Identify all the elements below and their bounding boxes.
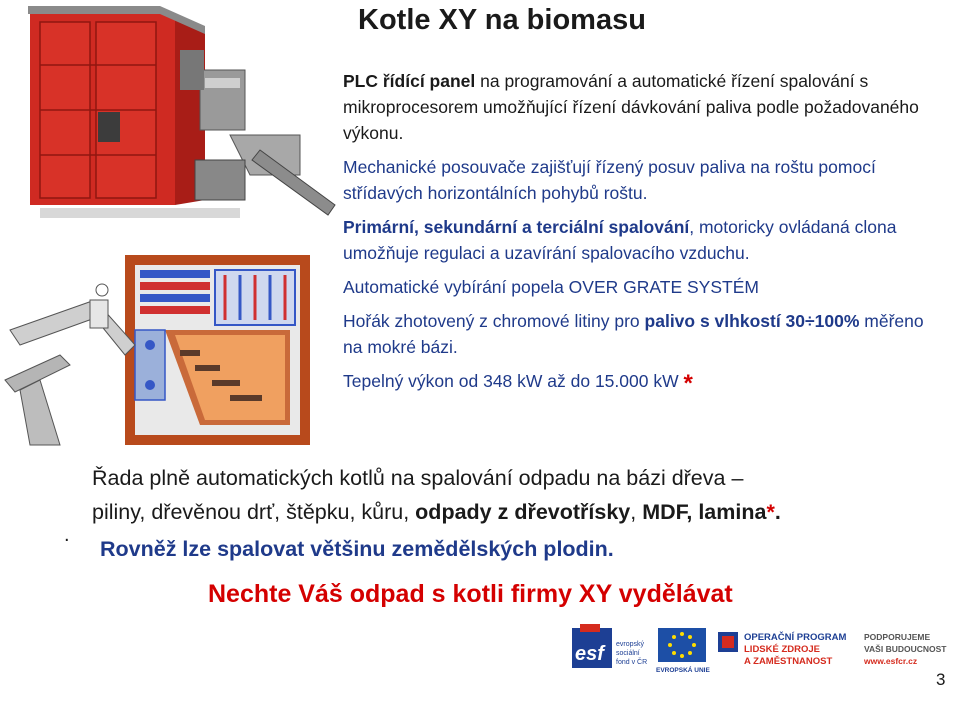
pod-line-3: www.esfcr.cz (864, 656, 918, 666)
feature-plc (343, 68, 933, 146)
esf-small-2: sociální (616, 650, 640, 657)
feature-plc-bold: PLC řídící panel (343, 71, 476, 91)
main-line-2-star: * (766, 500, 775, 524)
esf-text: esf (575, 643, 604, 665)
esf-logo (572, 624, 647, 668)
feature-output-text: Tepelný výkon od 348 kW až do 15.000 kW (343, 371, 679, 391)
main-line-2-bold: odpady z dřevotřísky (415, 500, 631, 524)
stray-dot: . (64, 524, 70, 546)
pod-line-1: PODPORUJEME (864, 632, 931, 642)
feature-ash: Automatické vybírání popela OVER GRATE SYSTÉM (343, 277, 759, 297)
op-line-1: OPERAČNÍ PROGRAM (744, 632, 847, 643)
feature-mechanical: Mechanické posouvače zajišťují řízený posuv paliva na roštu pomocí střídavých horizontálních pohybů roštu. (343, 157, 876, 203)
main-line-2-end: . (774, 500, 781, 524)
feature-burner-bold: palivo s vlhkostí 30÷100% (644, 311, 860, 331)
esf-small-3: fond v ČR (616, 659, 648, 666)
eu-flag-logo (656, 628, 710, 674)
podporujeme-logo (863, 632, 947, 666)
boiler-illustration (0, 0, 340, 460)
feature-combustion-text: , motoricky ovládaná clona umožňuje regulaci a uzavírání spalovacího vzduchu. (343, 217, 897, 263)
main-description (92, 461, 942, 529)
feature-combustion (343, 214, 933, 266)
crops-note: Rovněž lze spalovat většinu zemědělských plodin. (100, 537, 614, 561)
boiler-photo (28, 6, 335, 218)
op-line-3: A ZAMĚSTNANOST (744, 656, 833, 667)
main-line-2-bold2: MDF, lamina (642, 500, 767, 524)
eu-label: EVROPSKÁ UNIE (656, 667, 710, 674)
pod-line-2: VAŠI BUDOUCNOST (864, 644, 947, 654)
slide-title: Kotle XY na biomasu (358, 4, 646, 36)
slogan: Nechte Váš odpad s kotli firmy XY vydělávat (208, 580, 733, 608)
main-line-2 (92, 495, 942, 529)
feature-output-star: * (683, 370, 693, 397)
funding-logos (568, 624, 958, 676)
feature-burner-text: Hořák zhotovený z chromové litiny pro (343, 311, 645, 331)
main-line-2-b: , (630, 500, 643, 524)
feature-output (343, 368, 933, 397)
page-number: 3 (936, 670, 946, 689)
op-line-2: LIDSKÉ ZDROJE (744, 644, 821, 655)
feature-burner-end: měřeno na mokré bázi. (343, 311, 924, 357)
feature-combustion-bold: Primární, sekundární a terciální spalování (343, 217, 690, 237)
feature-list (343, 68, 933, 405)
feature-burner (343, 308, 933, 360)
main-line-1: Řada plně automatických kotlů na spalování odpadu na bázi dřeva – (92, 466, 744, 490)
boiler-cutaway-diagram (5, 255, 310, 445)
main-line-2-a: piliny, dřevěnou drť, štěpku, kůru, (92, 500, 416, 524)
esf-small-1: evropský (616, 641, 645, 648)
feature-plc-text: na programování a automatické řízení spalování s mikroprocesorem umožňující řízení dávkování paliva podle požadovaného výkonu. (343, 71, 919, 143)
op-lzz-logo (718, 631, 846, 667)
